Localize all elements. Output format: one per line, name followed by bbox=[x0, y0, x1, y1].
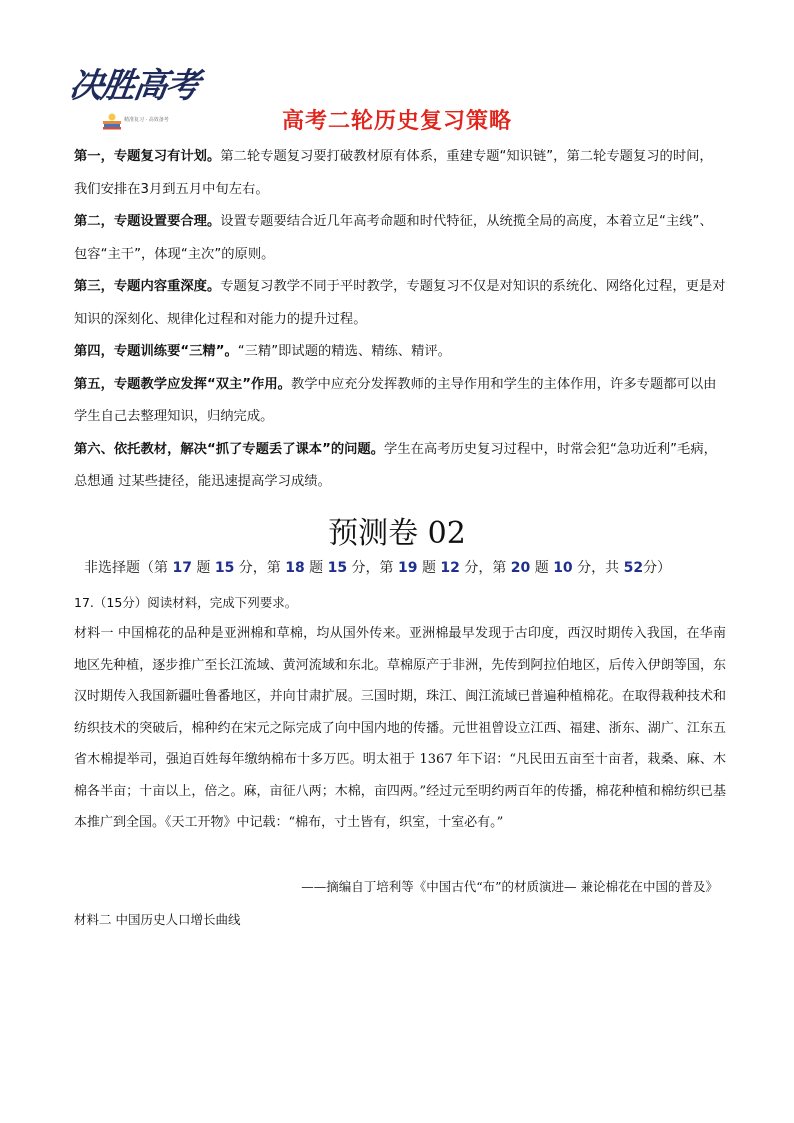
question-number: 20 bbox=[510, 560, 531, 576]
question-score: 15 bbox=[214, 560, 235, 576]
strategy-lead: 第二，专题设置要合理。 bbox=[74, 214, 221, 229]
material-one-text: 材料一 中国棉花的品种是亚洲棉和草棉，均从国外传来。亚洲棉最早发现于古印度，西汉时期传入我国，在华南地区先种植，逐步推广至长江流域、黄河流域和东北。草棉原产于非洲，先传到阿拉伯地区，后传入伊朗等国，东汉时期传入我国新疆吐鲁番地区，并向甘肃扩展。三国时期，珠江、闽江流域已普遍种植棉花。在取得栽种技术和纺织技术的突破后，棉种约在宋元之际完成了向中国内地的传播。元世祖曾设立江西、福建、浙东、湖广、江东五省木棉提举司，强迫百姓每年缴纳棉布十多万匹。明太祖于 1367 年下诏：“凡民田五亩至十亩者，栽桑、麻、木棉各半亩；十亩以上，倍之。麻，亩征八两；木棉，亩四两。”经过元至明约两百年的传播，棉花种植和棉纺织已基本推广到全国。《天工开物》中记载：“棉布，寸土皆有，织室，十室必有。” bbox=[74, 626, 726, 830]
question-score: 15 bbox=[327, 560, 348, 576]
strategy-lead: 第四，专题训练要“三精”。 bbox=[74, 344, 238, 359]
strategy-list bbox=[74, 141, 726, 499]
strategy-body: 教学中应充分发挥教师的主导作用和学生的主体作用，许多专题都可以由学生自己去整理知识，归纳完成。 bbox=[74, 376, 717, 424]
question-number: 17 bbox=[172, 560, 192, 576]
strategy-body: 专题复习教学不同于平时教学，专题复习不仅是对知识的系统化、网络化过程，更是对知识的深刻化、规律化过程和对能力的提升过程。 bbox=[74, 279, 726, 327]
total-score: 52 bbox=[623, 560, 644, 576]
exam-title: 预测卷 02 bbox=[328, 516, 466, 551]
logo-subtitle: 精准复习 · 高效备考 bbox=[124, 117, 169, 123]
section-text: 分，第 bbox=[459, 560, 511, 576]
logo-text: 决胜高考 bbox=[66, 66, 201, 106]
question-number: 19 bbox=[398, 560, 418, 576]
material-one bbox=[74, 618, 726, 839]
section-text: 分） bbox=[643, 560, 672, 576]
strategy-item bbox=[74, 369, 726, 434]
strategy-lead: 第一，专题复习有计划。 bbox=[74, 149, 221, 164]
question-number: 18 bbox=[285, 560, 305, 576]
strategy-body: 设置专题要结合近几年高考命题和时代特征，从统揽全局的高度，本着立足“主线”、包容“主干”，体现“主次”的原则。 bbox=[74, 214, 713, 262]
section-text: 题 bbox=[191, 560, 215, 576]
section-text: 题 bbox=[304, 560, 328, 576]
section-text: 分，第 bbox=[234, 560, 286, 576]
question-score: 10 bbox=[553, 560, 573, 576]
strategy-lead: 第六、依托教材，解决“抓了专题丢了课本”的问题。 bbox=[74, 441, 385, 457]
section-text: 分，第 bbox=[347, 560, 399, 576]
strategy-item bbox=[74, 206, 726, 271]
strategy-item bbox=[74, 271, 726, 336]
question-score: 12 bbox=[440, 560, 460, 576]
section-text: 非选择题（第 bbox=[84, 560, 173, 576]
strategy-lead: 第五，专题教学应发挥“双主”作用。 bbox=[74, 376, 291, 392]
question-17-prompt: 17.（15分）阅读材料，完成下列要求。 bbox=[74, 595, 298, 610]
strategy-body: “三精”即试题的精选、精练、精评。 bbox=[237, 344, 451, 359]
section-text: 分，共 bbox=[572, 560, 624, 576]
section-text: 题 bbox=[530, 560, 554, 576]
strategy-lead: 第三，专题内容重深度。 bbox=[74, 279, 221, 294]
strategy-item bbox=[74, 336, 726, 369]
section-text: 题 bbox=[417, 560, 441, 576]
strategy-item bbox=[74, 434, 726, 499]
document-title: 高考二轮历史复习策略 bbox=[281, 109, 512, 134]
material-source: ——摘编自丁培利等《中国古代“布”的材质演进— 兼论棉花在中国的普及》 bbox=[301, 879, 718, 894]
section-heading bbox=[84, 557, 671, 577]
strategy-body: 学生在高考历史复习过程中，时常会犯“急功近利”毛病，总想通 过某些捷径，能迅速提高学习成绩。 bbox=[74, 441, 717, 489]
strategy-item bbox=[74, 141, 726, 206]
material-two-heading: 材料二 中国历史人口增长曲线 bbox=[74, 912, 241, 927]
strategy-body: 第二轮专题复习要打破教材原有体系，重建专题“知识链”，第二轮专题复习的时间，我们安排在3月到五月中旬左右。 bbox=[74, 149, 713, 197]
